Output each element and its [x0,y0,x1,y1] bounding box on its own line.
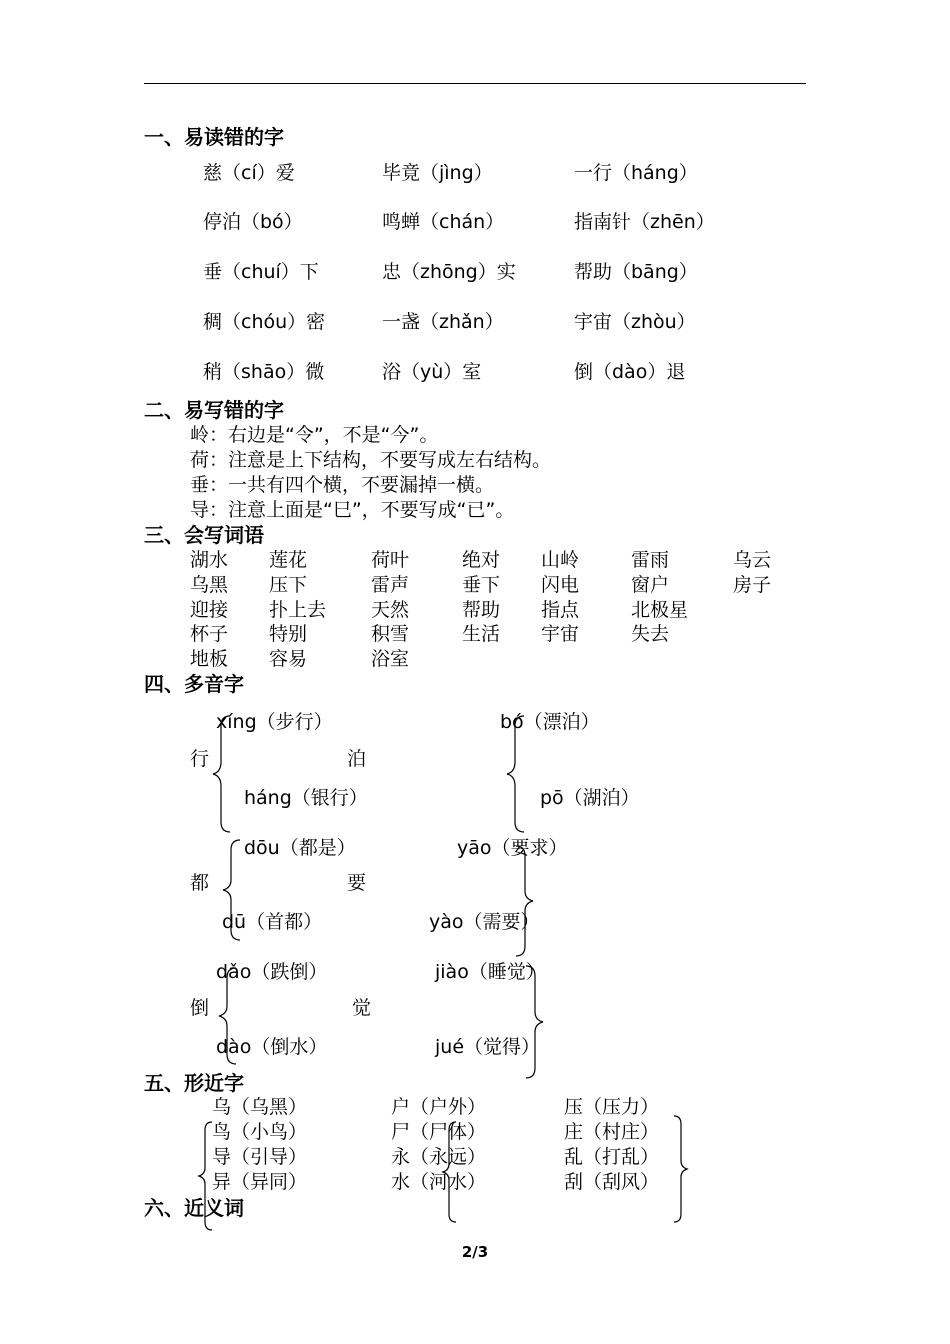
word: 积雪 [371,623,410,645]
word: 闪电 [541,574,580,596]
word: 容易 [269,648,308,670]
section-2-heading: 二、易写错的字 [144,398,284,422]
word: 莲花 [269,549,308,571]
word: 地板 [190,648,229,670]
word: 扑上去 [269,599,327,621]
pinyin-item: 忠（zhōng）实 [382,261,516,283]
word: 绝对 [462,549,501,571]
pinyin-item: 鸣蝉（chán） [382,211,505,233]
similar-char: 乱（打乱） [564,1146,660,1168]
brace-icon [524,966,544,1078]
brace-icon [672,1116,688,1222]
reading-top: yāo（要求） [457,837,568,859]
word: 垂下 [462,574,501,596]
similar-char: 刮（刮风） [564,1171,660,1193]
polyphone-char: 倒 [190,997,210,1019]
word: 杯子 [190,623,229,645]
reading-top: jiào（睡觉） [435,961,545,983]
reading-bottom: dū（首都） [222,911,323,933]
section-5-heading: 五、形近字 [144,1071,244,1095]
header-rule [144,83,806,84]
brace-icon [218,968,238,1064]
section-3-heading: 三、会写词语 [144,523,264,547]
pinyin-item: 一行（háng） [574,162,698,184]
reading-top: dǎo（跌倒） [216,961,328,983]
pinyin-item: 稍（shāo）微 [203,361,325,383]
pinyin-item: 停泊（bó） [203,211,303,233]
pinyin-item: 宇宙（zhòu） [574,311,696,333]
section-1-heading: 一、易读错的字 [144,125,284,149]
brace-icon [506,716,526,832]
word: 浴室 [371,648,410,670]
similar-char: 水（河水） [391,1171,487,1193]
pinyin-item: 垂（chuí）下 [203,261,319,283]
word: 天然 [371,599,410,621]
section-4-heading: 四、多音字 [144,672,244,696]
word: 失去 [631,623,670,645]
note-line: 荷：注意是上下结构，不要写成左右结构。 [190,449,552,471]
reading-bottom: jué（觉得） [435,1036,541,1058]
word: 迎接 [190,599,229,621]
polyphone-char: 泊 [347,748,367,770]
word: 帮助 [462,599,501,621]
word: 雷雨 [631,549,670,571]
pinyin-item: 慈（cí）爱 [203,162,295,184]
reading-bottom: háng（银行） [244,787,368,809]
brace-icon [222,840,242,940]
similar-char: 永（永远） [391,1146,487,1168]
word: 生活 [462,623,501,645]
brace-icon [514,846,534,956]
note-line: 垂：一共有四个横，不要漏掉一横。 [190,474,495,496]
word: 雷声 [371,574,410,596]
reading-bottom: yào（需要） [429,911,540,933]
page-number: 2/3 [461,1243,489,1261]
word: 湖水 [190,549,229,571]
polyphone-char: 觉 [352,997,372,1019]
similar-char: 鸟（小鸟） [212,1121,308,1143]
word: 北极星 [631,599,689,621]
similar-char: 导（引导） [212,1146,308,1168]
word: 宇宙 [541,623,580,645]
reading-bottom: dào（倒水） [216,1036,328,1058]
word: 乌云 [733,549,772,571]
pinyin-item: 毕竟（jìng） [382,162,493,184]
word: 山岭 [541,549,580,571]
pinyin-item: 稠（chóu）密 [203,311,326,333]
word: 压下 [269,574,308,596]
pinyin-item: 帮助（bāng） [574,261,698,283]
pinyin-item: 浴（yù）室 [382,361,482,383]
reading-bottom: pō（湖泊） [540,787,640,809]
reading-top: dōu（都是） [244,837,356,859]
similar-char: 庄（村庄） [564,1121,660,1143]
brace-icon [212,716,232,832]
polyphone-char: 都 [190,872,210,894]
similar-char: 压（压力） [564,1096,660,1118]
word: 乌黑 [190,574,229,596]
brace-icon [442,1122,458,1222]
polyphone-char: 行 [190,748,210,770]
similar-char: 乌（乌黑） [212,1096,308,1118]
section-6-heading: 六、近义词 [144,1196,244,1220]
word: 指点 [541,599,580,621]
polyphone-char: 要 [347,872,367,894]
word: 特别 [269,623,308,645]
similar-char: 异（异同） [212,1171,308,1193]
reading-top: bó（漂泊） [500,711,600,733]
note-line: 导：注意上面是“巳”，不要写成“已”。 [190,499,515,521]
word: 房子 [733,574,772,596]
similar-char: 尸（尸体） [391,1121,487,1143]
pinyin-item: 一盏（zhǎn） [382,311,504,333]
pinyin-item: 倒（dào）退 [574,361,686,383]
similar-char: 户（户外） [391,1096,487,1118]
pinyin-item: 指南针（zhēn） [574,211,715,233]
word: 荷叶 [371,549,410,571]
reading-top: xíng（步行） [216,711,333,733]
note-line: 岭：右边是“令”，不是“今”。 [190,424,439,446]
word: 窗户 [631,574,670,596]
